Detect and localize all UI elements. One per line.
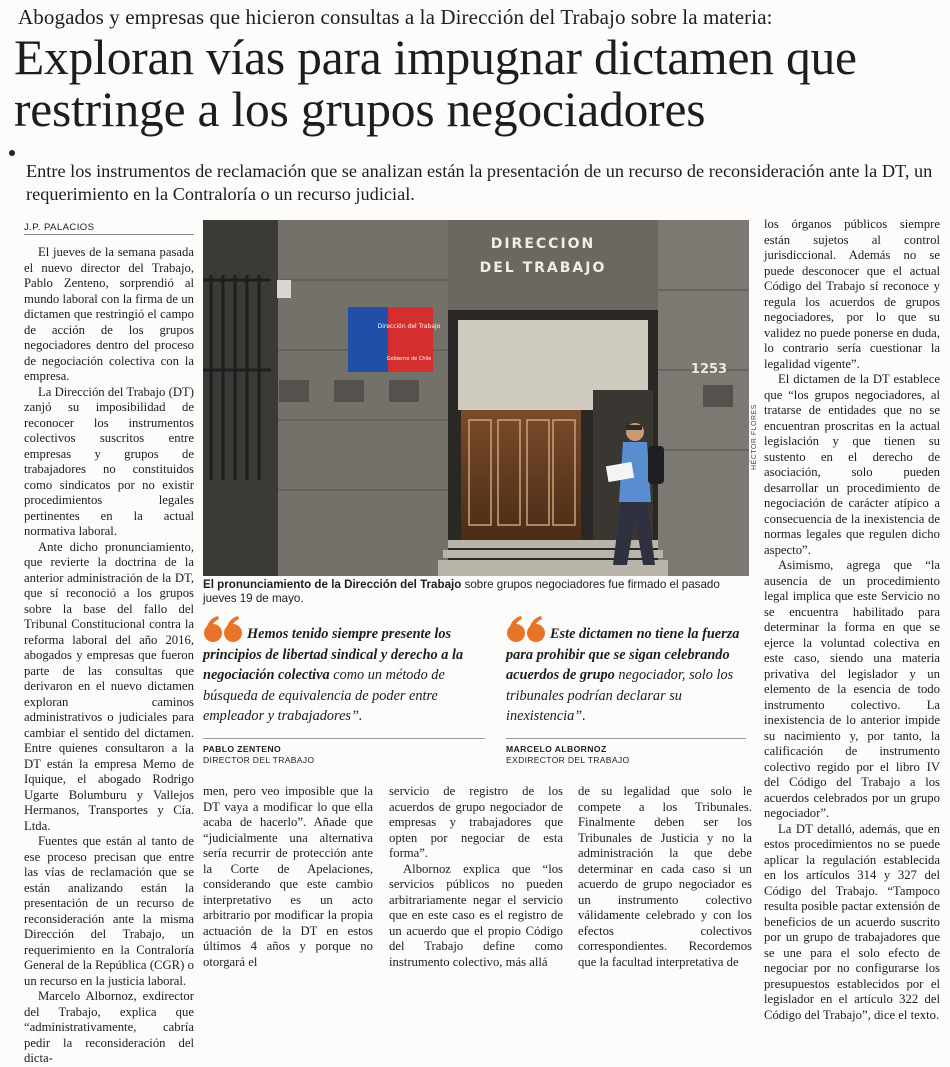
news-photo [203,220,749,576]
article-column-1 [24,245,194,1065]
kicker: Abogados y empresas que hicieron consultas a la Dirección del Trabajo sobre la materia: [18,5,773,29]
quote-rule [506,738,746,739]
deck-bullet [9,150,15,156]
street-number: 1253 [690,362,728,377]
headline: Exploran vías para impugnar dictamen que restringe a los grupos negociadores [14,30,857,137]
caption-bold: El pronunciamiento de la Dirección del Trabajo [203,578,462,591]
quote-attribution-role: DIRECTOR DEL TRABAJO [203,755,315,765]
building-entrance-illustration [203,220,749,576]
photo-credit: HÉCTOR FLORES [751,404,758,470]
paragraph: La DT detalló, además, que en estos procedimientos no se puede aplicar la regulación establecida en los artículos 314 y 327 del Código del Trabajo. “Tampoco resulta posible pactar extensión de beneficios de un acuerdo suscrito por un grupo de trabajadores que se une para el solo efecto de negociar por no configurarse los presupuestos establecidos por el legislador en el artículo 322 del Código del Trabajo”, dice el texto. [764,821,940,1022]
paragraph: los órganos públicos siempre están sujetos al control jurisdiccional. Además no se puede desconocer que el actual Código del Trabajo sí reconoce y regula los acuerdos de grupos negociadores, por lo que su validez no puede ponerse en duda, lo contrario sería cuestionar la legalidad vigente”. [764,217,940,371]
quote-attribution-name: PABLO ZENTENO [203,744,282,754]
quote-bold: Hemos tenido siempre presente los principios de libertad sindical y derecho a la negociación colectiva [203,626,464,683]
plaque-subtext: Gobierno de Chile [386,356,432,362]
pull-quote-1 [203,624,485,727]
paragraph: Asimismo, agrega que “la ausencia de un procedimiento legal implica que este Servicio no se encuentra habilitado para determinar la forma en que se ejerce la voluntad colectiva en este caso, siendo una materia privativa del legislador y un elemento de la esencia de todo instrumento colectivo. La inexistencia de lo anterior impide su nacimiento y, por tanto, la calificación de instrumento colectivo regido por el libro IV del Código del Trabajo a los acuerdos celebrados por un grupo negociador”. [764,558,940,820]
facade-letters-bottom: DEL TRABAJO [479,260,607,276]
paragraph: Fuentes que están al tanto de ese proceso precisan que entre las vías de reclamación que se están analizando están la presentación de un recurso de reconsideración ante la misma Dirección del Trabajo, un requerimiento en la Contraloría General de la República (CGR) o un recurso en la justicia laboral. [24,834,194,988]
paragraph: men, pero veo imposible que la DT vaya a modificar lo que ella acaba de hacerlo”. Añade que “judicialmente una alternativa sería recurrir de protección ante la Corte de Apelaciones, considerando que este cambio interpretativo es un acto arbitrario por modificar la propia actuación de la DT en estos últimos 4 años y porque no otorgará el [203,784,373,969]
paragraph: de su legalidad que solo le compete a los Tribunales. Finalmente deben ser los Tribunales de Justicia y no la administración la que debe determinar en cada caso si un acuerdo de grupo negociador es un instrumento colectivo válidamente celebrado y con los efectos colectivos correspondientes. Recordemos que la facultad interpretativa de [578,784,752,969]
deck: Entre los instrumentos de reclamación que se analizan están la presentación de un recurso de reconsideración ante la DT, un requerimiento en la Contraloría o un recurso judicial. [26,161,933,204]
quote-text: negociador, solo los tribunales podrían declarar su inexistencia”. [506,667,734,724]
photo-caption [203,578,751,606]
paragraph: Marcelo Albornoz, exdirector del Trabajo, explica que “administrativamente, cabría pedir la reconsideración del dicta- [24,989,194,1065]
caption-text: sobre grupos negociadores fue firmado el pasado jueves 19 de mayo. [203,578,720,605]
article-column-5 [764,217,940,1022]
quote-bold: Este dictamen no tiene la fuerza para prohibir que se sigan celebrando acuerdos de grupo [506,626,740,683]
article-column-4 [578,784,752,969]
paragraph: El dictamen de la DT establece que “los grupos negociadores, al tratarse de entidades que no se encuentran proscritas en la actual legislación y que tienen su sustento en el derecho de asociación, solo pueden desarrollar un procedimiento de negociación de carácter atípico a consecuencia de la inexistencia de normas legales que regulen dicho aspecto”. [764,372,940,557]
paragraph: Ante dicho pronunciamiento, que revierte la doctrina de la anterior administración de la DT, que sí reconoció a los grupos sobre la base del fallo del Tribunal Constitucional contra la reforma laboral del año 2016, abogados y empresas que fueron parte de las consultas que derivaron en el nuevo dictamen exploran caminos administrativos o judiciales para cambiar el sentido del dictamen. Entre quienes consultaron a la DT están la empresa Memo de Iquique, el abogado Rodrigo Ugarte Bolumburu y Vallejos Hermanos, Transportes y Cía. Ltda. [24,539,194,833]
article-column-2 [203,784,373,969]
paragraph: El jueves de la semana pasada el nuevo director del Trabajo, Pablo Zenteno, sorprendió al mundo laboral con la firma de un dictamen que restringió el campo de acción de los grupos negociadores dentro del proceso de negociación colectiva con la empresa. [24,245,194,383]
paragraph: Albornoz explica que “los servicios públicos no pueden arbitrariamente negar el servicio que en este caso es el registro de un acuerdo que el propio Código del Trabajo define como instrumento colectivo, más allá [389,861,563,969]
byline-rule [24,234,194,235]
quote-rule [203,738,485,739]
plaque-text: Dirección del Trabajo [377,323,441,330]
article-column-3 [389,784,563,969]
quote-attribution-role: EXDIRECTOR DEL TRABAJO [506,755,630,765]
paragraph: La Dirección del Trabajo (DT) zanjó su imposibilidad de reconocer los instrumentos colectivos suscritos entre empresas y grupos de trabajadores no constituidos como sindicatos por no existir procedimientos legales pertinentes en la actual normativa laboral. [24,384,194,538]
quote-text: como un método de búsqueda de equivalencia de poder entre empleador y trabajadores”. [203,667,445,724]
paragraph: servicio de registro de los acuerdos de grupo negociador de empresas y trabajadores que opten por negociar de esta forma”. [389,784,563,860]
byline: J.P. PALACIOS [24,222,95,233]
facade-letters-top: DIRECCION [490,236,596,252]
quote-attribution-name: MARCELO ALBORNOZ [506,744,607,754]
pull-quote-2 [506,624,746,727]
